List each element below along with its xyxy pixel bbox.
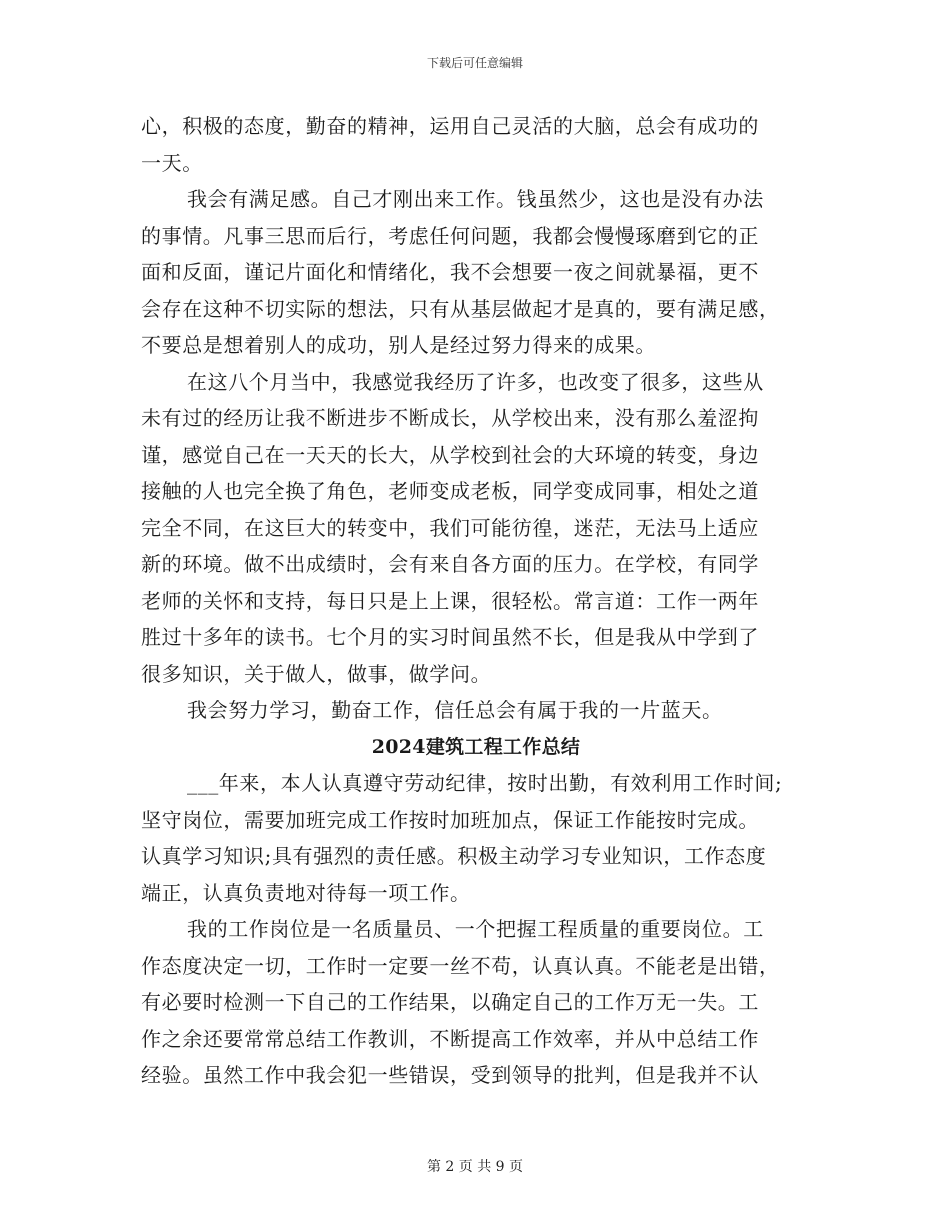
page-header: 下载后可任意编辑	[426, 56, 523, 70]
text-line: 在这八个月当中，我感觉我经历了许多，也改变了很多，这些从	[187, 369, 764, 394]
text-line: 有必要时检测一下自己的工作结果，以确定自己的工作万无一失。工	[141, 990, 759, 1014]
text-line: ___年来，本人认真遵守劳动纪律，按时出勤，有效利用工作时间;	[187, 771, 783, 795]
text-line: 完全不同，在这巨大的转变中，我们可能彷徨，迷茫，无法马上适应	[141, 515, 759, 540]
section-title: 2024建筑工程工作总结	[371, 735, 581, 758]
text-line: 我的工作岗位是一名质量员、一个把握工程质量的重要岗位。工	[187, 917, 764, 941]
text-line: 我会努力学习，勤奋工作，信任总会有属于我的一片蓝天。	[187, 698, 723, 722]
text-line: 认真学习知识;具有强烈的责任感。积极主动学习专业知识，工作态度	[141, 844, 767, 868]
text-line: 老师的关怀和支持，每日只是上上课，很轻松。常言道：工作一两年	[141, 588, 759, 613]
text-line: 端正，认真负责地对待每一项工作。	[141, 880, 471, 905]
text-line: 坚守岗位，需要加班完成工作按时加班加点，保证工作能按时完成。	[141, 807, 759, 832]
text-line: 的事情。凡事三思而后行，考虑任何问题，我都会慢慢琢磨到它的正	[141, 223, 759, 248]
document-body	[141, 108, 811, 1094]
text-line: 心，积极的态度，勤奋的精神，运用自己灵活的大脑，总会有成功的	[141, 114, 759, 138]
text-line: 我会有满足感。自己才刚出来工作。钱虽然少，这也是没有办法	[187, 187, 764, 211]
text-line: 谨，感觉自己在一天天的长大，从学校到社会的大环境的转变，身边	[141, 442, 759, 467]
text-line: 作态度决定一切，工作时一定要一丝不苟，认真认真。不能老是出错，	[141, 953, 780, 978]
text-line: 新的环境。做不出成绩时，会有来自各方面的压力。在学校，有同学	[141, 552, 759, 576]
text-line: 会存在这种不切实际的想法，只有从基层做起才是真的，要有满足感，	[141, 296, 780, 321]
text-line: 面和反面，谨记片面化和情绪化，我不会想要一夜之间就暴福，更不	[141, 260, 759, 284]
text-line: 很多知识，关于做人，做事，做学问。	[141, 661, 492, 686]
text-line: 作之余还要常常总结工作教训，不断提高工作效率，并从中总结工作	[141, 1026, 759, 1051]
text-line: 接触的人也完全换了角色，老师变成老板，同学变成同事，相处之道	[141, 479, 759, 503]
text-line: 未有过的经历让我不断进步不断成长，从学校出来，没有那么羞涩拘	[141, 406, 759, 430]
text-line: 不要总是想着别人的成功，别人是经过努力得来的成果。	[141, 333, 656, 357]
text-line: 一天。	[141, 150, 203, 175]
page-number-footer: 第 2 页 共 9 页	[426, 1159, 524, 1175]
text-line: 胜过十多年的读书。七个月的实习时间虽然不长，但是我从中学到了	[141, 625, 759, 649]
text-line: 经验。虽然工作中我会犯一些错误，受到领导的批判，但是我并不认	[141, 1063, 759, 1087]
